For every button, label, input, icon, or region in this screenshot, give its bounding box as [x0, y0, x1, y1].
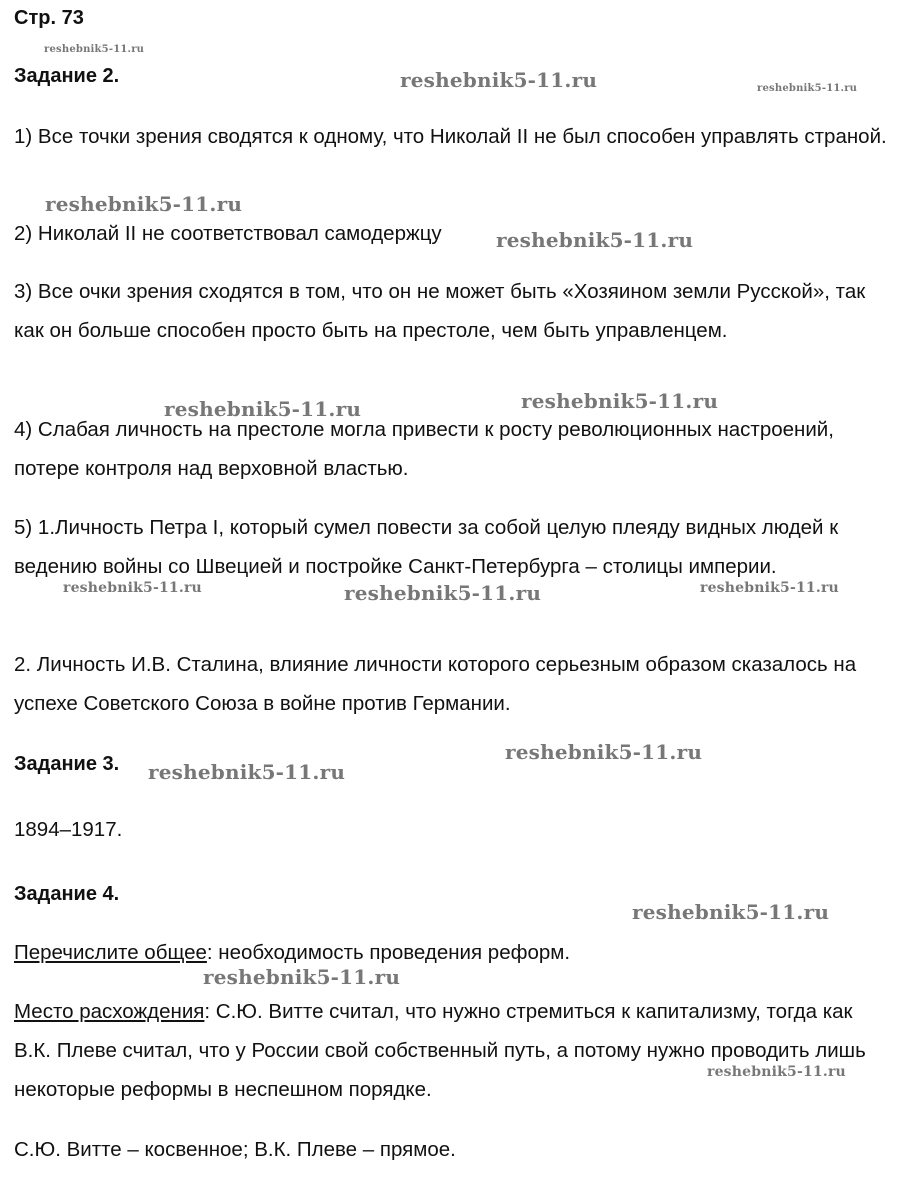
watermark: reshebnik5-11.ru: [45, 192, 243, 216]
watermark: reshebnik5-11.ru: [496, 228, 694, 252]
task-2-point-4: 4) Слабая личность на престоле могла привести к росту революционных настроений, потере контроля над верховной властью.: [14, 418, 834, 480]
watermark: reshebnik5-11.ru: [505, 740, 703, 764]
watermark: reshebnik5-11.ru: [203, 965, 401, 989]
watermark: reshebnik5-11.ru: [164, 397, 362, 421]
watermark: reshebnik5-11.ru: [344, 581, 542, 605]
watermark: reshebnik5-11.ru: [521, 389, 719, 413]
task-4-difference: [14, 992, 894, 1109]
watermark: reshebnik5-11.ru: [700, 580, 839, 596]
common-label: Перечислите общее: [14, 941, 207, 964]
watermark: reshebnik5-11.ru: [148, 760, 346, 784]
task-2-point-3: 3) Все очки зрения сходятся в том, что он не может быть «Хозяином земли Русской», так как он больше способен просто быть на престоле, чем быть управленцем.: [14, 280, 866, 342]
watermark: reshebnik5-11.ru: [44, 44, 145, 55]
watermark: reshebnik5-11.ru: [400, 68, 598, 92]
task-4-common: [14, 933, 894, 972]
page-label: Стр. 73: [14, 7, 84, 29]
task-2-point-2: 2) Николай II не соответствовал самодержцу: [14, 222, 442, 245]
task-2-point-6: 2. Личность И.В. Сталина, влияние личности которого серьезным образом сказалось на успехе Советского Союза в войне против Германии.: [14, 653, 857, 715]
task-4-final: С.Ю. Витте – косвенное; В.К. Плеве – прямое.: [14, 1138, 456, 1161]
watermark: reshebnik5-11.ru: [63, 580, 202, 596]
task-2-point-1: 1) Все точки зрения сводятся к одному, что Николай II не был способен управлять страной.: [14, 125, 887, 148]
difference-text: : С.Ю. Витте считал, что нужно стремиться к капитализму, тогда как В.К. Плеве считал, что у России свой собственный путь, а потому нужно проводить лишь некоторые реформы в неспешном порядке.: [14, 1000, 866, 1101]
task-3-heading: Задание 3.: [14, 753, 120, 775]
watermark: reshebnik5-11.ru: [632, 900, 830, 924]
task-2-heading: Задание 2.: [14, 65, 120, 87]
watermark: reshebnik5-11.ru: [707, 1064, 846, 1080]
task-2-point-5: 5) 1.Личность Петра I, который сумел повести за собой целую плеяду видных людей к ведению войны со Швецией и постройке Санкт-Петербурга – столицы империи.: [14, 516, 839, 578]
common-text: : необходимость проведения реформ.: [206, 941, 571, 964]
task-3-answer: 1894–1917.: [14, 818, 123, 841]
task-4-heading: Задание 4.: [14, 883, 120, 905]
difference-label: Место расхождения: [14, 1000, 205, 1023]
watermark: reshebnik5-11.ru: [757, 83, 858, 94]
